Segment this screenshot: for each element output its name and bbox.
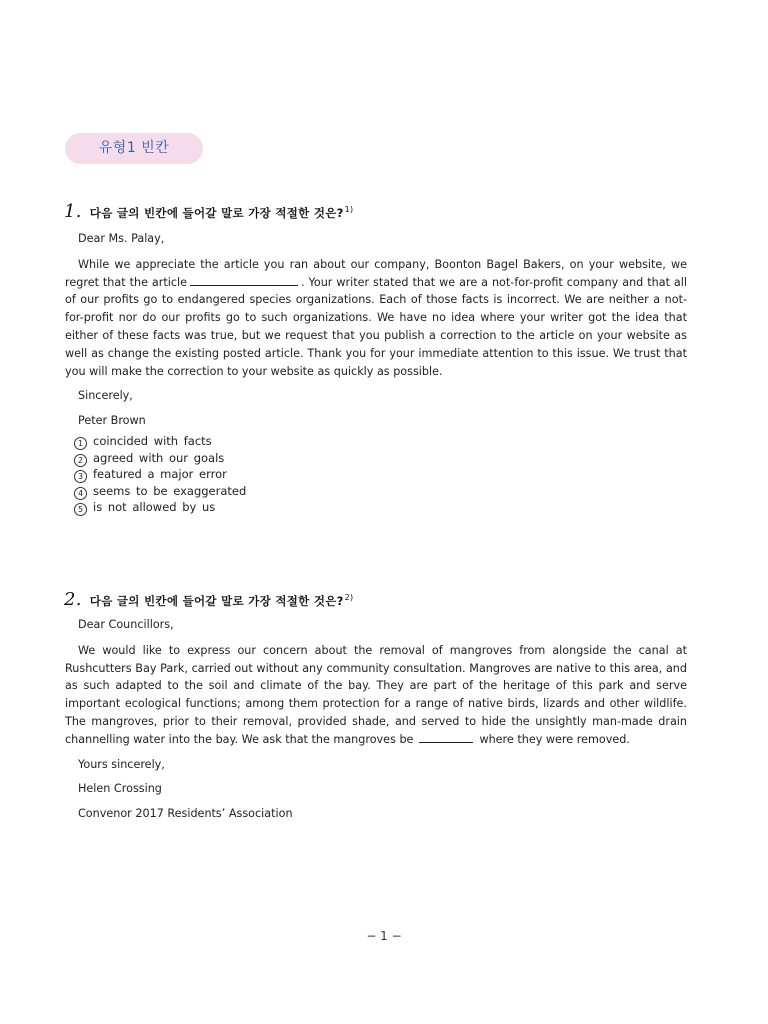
option-text: seems to be exaggerated [93,483,247,498]
question-2-number: 2. [64,589,82,610]
option-marker: 4 [74,487,87,500]
letter-2-signature-title: Convenor 2017 Residents’ Association [78,807,293,821]
letter-1-salutation: Dear Ms. Palay, [78,232,165,245]
option-marker: 5 [74,503,87,516]
answer-blank [419,731,473,743]
option-text: featured a major error [93,467,227,482]
answer-blank [190,274,298,286]
option-1[interactable] [74,433,246,450]
option-4[interactable] [74,483,246,500]
letter-1-body-part1: While we appreciate the article you ran about our company, Boonton Bagel Bakers, on your website, we regret that the article [65,257,687,289]
letter-1-body-part2: . Your writer stated that we are a not-for-profit company and that all of our profits go to endangered species organizations. Each of those facts is incorrect. We are neither a not-for-profit nor do our profits go to such organizations. We have no idea where your writer got the idea that either of these facts was true, but we request that you publish a correction to the article on your website as well as change the existing posted article. Thank you for your immediate attention to this issue. We trust that you will make the correction to your website as quickly as possible. [65,275,687,378]
option-marker: 1 [74,437,87,450]
letter-2-closing: Yours sincerely, [78,757,165,771]
question-1-options [74,433,246,516]
option-marker: 2 [74,454,87,467]
option-text: is not allowed by us [93,500,216,515]
question-1-footnote: 1) [344,205,354,214]
letter-1-body [65,256,687,381]
letter-2-body [65,642,687,749]
question-type-badge: 유형1 빈칸 [65,133,203,164]
question-1-number: 1. [64,201,82,222]
question-2-footnote: 2) [344,593,354,602]
question-1-prompt: 다음 글의 빈칸에 들어갈 말로 가장 적절한 것은? [89,206,344,220]
letter-2-body-part2: where they were removed. [479,732,630,746]
question-1-header [64,201,704,222]
question-1-letter [65,230,687,430]
letter-2-signature: Helen Crossing [78,782,162,796]
option-3[interactable] [74,466,246,483]
letter-1-signature: Peter Brown [78,414,146,428]
question-2-letter [65,616,687,823]
letter-1-closing: Sincerely, [78,389,133,403]
page-number: − 1 − [366,929,402,943]
option-text: coincided with facts [93,434,212,448]
question-2-header [64,589,704,610]
option-2[interactable] [74,450,246,467]
letter-2-salutation: Dear Councillors, [78,618,174,631]
question-2-prompt: 다음 글의 빈칸에 들어갈 말로 가장 적절한 것은? [89,594,344,608]
letter-2-body-part1: We would like to express our concern about the removal of mangroves from alongside the canal at Rushcutters Bay Park, carried out without any community consultation. Mangroves are native to this area, and as such adapted to the soil and climate of the bay. They are part of the heritage of this park and serve important ecological functions; among them protection for a range of native birds, lizards and other wildlife. The mangroves, prior to their removal, provided shade, and served to hide the unsightly man-made drain channelling water into the bay. We ask that the mangroves be [65,643,687,746]
option-5[interactable] [74,499,246,516]
option-text: agreed with our goals [93,450,225,465]
option-marker: 3 [74,470,87,483]
